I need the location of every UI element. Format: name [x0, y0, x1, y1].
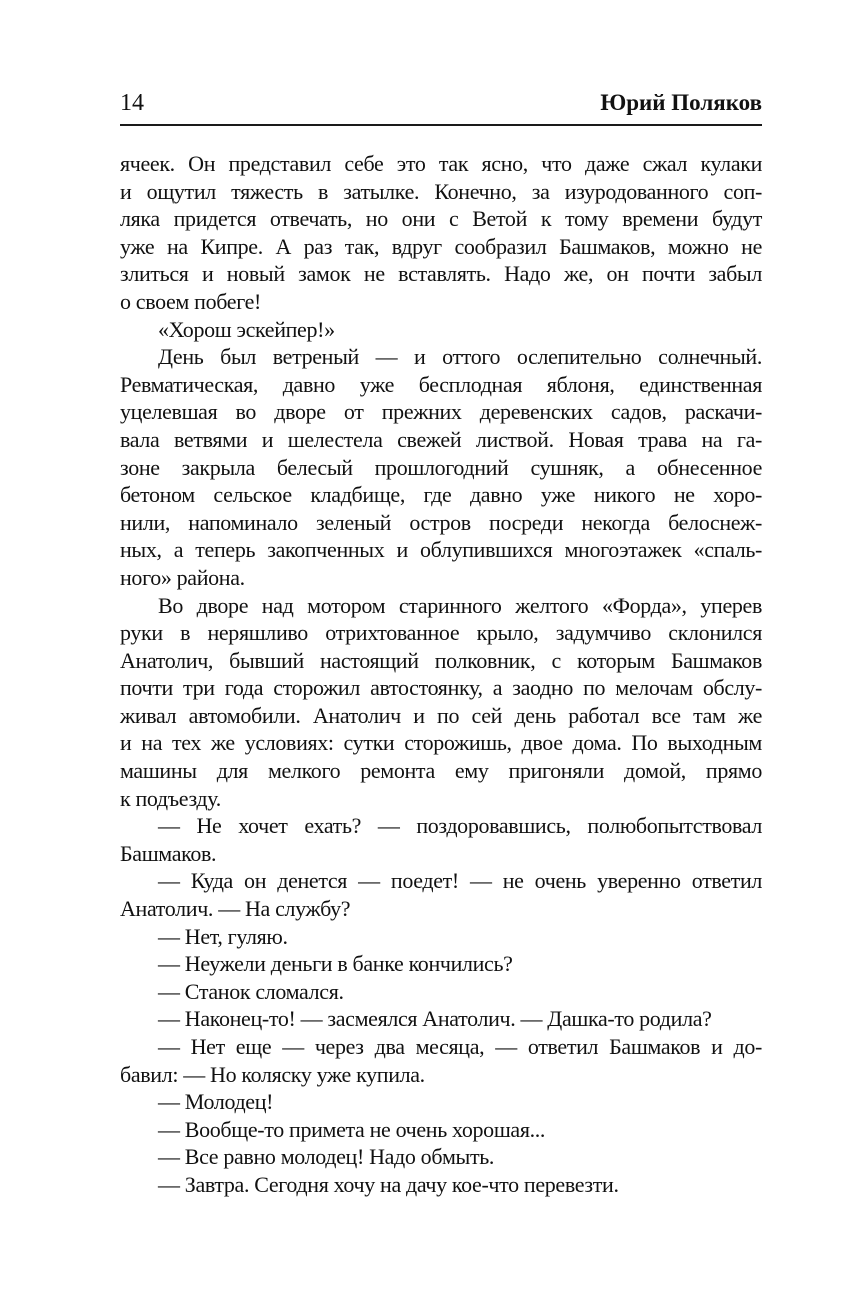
text-line: вала ветвями и шелестела свежей листвой. Новая трава на га-	[120, 426, 762, 452]
text-line: уже на Кипре. А раз так, вдруг сообразил Башмаков, можно не	[120, 233, 762, 259]
text-line: уцелевшая во дворе от прежних деревенских садов, раскачи-	[120, 399, 762, 425]
paragraph	[120, 1171, 762, 1199]
text-line: — Завтра. Сегодня хочу на дачу кое-что перевезти.	[158, 1171, 619, 1197]
text-line: Во дворе над мотором старинного желтого «Форда», уперев	[158, 592, 762, 618]
text-line: День был ветреный — и оттого ослепительно солнечный.	[158, 344, 762, 370]
text-line: ячеек. Он представил себе это так ясно, что даже сжал кулаки	[120, 151, 762, 176]
text-line: Башмаков.	[120, 840, 217, 866]
text-line: ных, а теперь закопченных и облупившихся многоэтажек «спаль-	[120, 537, 762, 563]
paragraph	[120, 1033, 762, 1088]
text-line: — Не хочет ехать? — поздоровавшись, полюбопытствовал	[158, 813, 762, 839]
text-line: нили, напоминало зеленый остров посреди некогда белоснеж-	[120, 509, 762, 535]
text-line: — Все равно молодец! Надо обмыть.	[158, 1144, 495, 1170]
page-body	[120, 150, 762, 1199]
text-line: бавил: — Но коляску уже купила.	[120, 1061, 425, 1087]
text-line: Ревматическая, давно уже бесплодная яблоня, единственная	[120, 371, 762, 397]
text-line: и на тех же условиях: сутки сторожишь, двое дома. По выходным	[120, 730, 762, 756]
text-line: — Наконец-то! — засмеялся Анатолич. — Дашка-то родила?	[158, 1006, 712, 1032]
text-line: — Нет, гуляю.	[158, 923, 288, 949]
text-line: — Куда он денется — поедет! — не очень уверенно ответил	[158, 868, 762, 894]
running-head-author: Юрий Поляков	[600, 90, 762, 115]
text-line: — Станок сломался.	[158, 978, 344, 1004]
paragraph	[120, 592, 762, 813]
paragraph	[120, 950, 762, 978]
text-line: и ощутил тяжесть в затылке. Конечно, за изуродованного соп-	[120, 178, 762, 204]
paragraph	[120, 1005, 762, 1033]
paragraph	[120, 343, 762, 591]
text-line: бетоном сельское кладбище, где давно уже никого не хоро-	[120, 482, 762, 508]
page-header	[120, 90, 762, 126]
text-line: злиться и новый замок не вставлять. Надо же, он почти забыл	[120, 261, 762, 287]
paragraph	[120, 316, 762, 344]
paragraph	[120, 923, 762, 951]
page-number: 14	[120, 90, 144, 116]
text-line: руки в неряшливо отрихтованное крыло, задумчиво склонился	[120, 620, 762, 646]
text-line: живал автомобили. Анатолич и по сей день работал все там же	[120, 702, 762, 728]
text-line: ляка придется отвечать, но они с Ветой к тому времени будут	[120, 206, 762, 232]
paragraph	[120, 1088, 762, 1116]
text-line: Анатолич, бывший настоящий полковник, с которым Башмаков	[120, 647, 762, 673]
paragraph	[120, 978, 762, 1006]
text-line: — Молодец!	[158, 1089, 274, 1115]
text-line: ного» района.	[120, 564, 245, 590]
text-line: почти три года сторожил автостоянку, а заодно по мелочам обслу-	[120, 675, 762, 701]
paragraph	[120, 150, 762, 316]
text-line: — Неужели деньги в банке кончились?	[158, 951, 513, 977]
text-line: — Вообще-то примета не очень хорошая...	[158, 1116, 546, 1142]
text-line: зоне закрыла белесый прошлогодний сушняк, а обнесенное	[120, 454, 762, 480]
text-line: «Хорош эскейпер!»	[158, 316, 335, 342]
text-line: к подъезду.	[120, 785, 221, 811]
paragraph	[120, 867, 762, 922]
paragraph	[120, 1116, 762, 1144]
text-line: о своем побеге!	[120, 288, 261, 314]
text-line: машины для мелкого ремонта ему пригоняли домой, прямо	[120, 758, 762, 784]
paragraph	[120, 812, 762, 867]
text-line: — Нет еще — через два месяца, — ответил Башмаков и до-	[158, 1034, 762, 1059]
text-line: Анатолич. — На службу?	[120, 896, 351, 922]
paragraph	[120, 1143, 762, 1171]
